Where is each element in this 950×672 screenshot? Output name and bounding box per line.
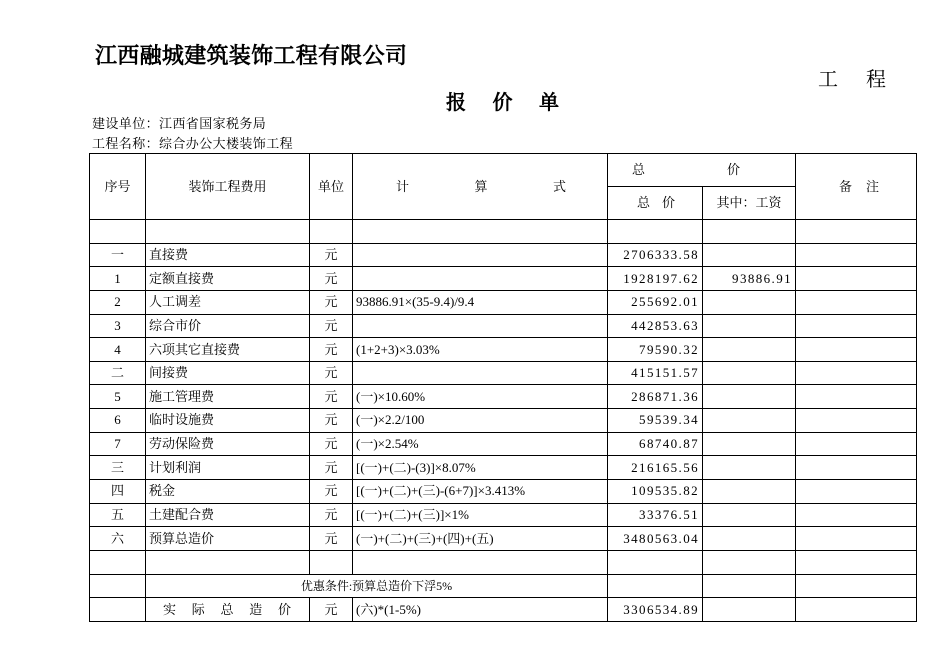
label-glyph: 总 [632, 162, 646, 177]
wages-cell [703, 409, 796, 433]
wages-cell [703, 432, 796, 456]
empty-cell [310, 220, 353, 244]
empty-cell [608, 220, 703, 244]
total-cell: 2706333.58 [608, 243, 703, 267]
formula-cell [353, 314, 608, 338]
unit-cell: 元 [310, 314, 353, 338]
seq-cell: 六 [90, 527, 146, 551]
unit-cell: 元 [310, 243, 353, 267]
remarks-cell [796, 267, 917, 291]
unit-cell: 元 [310, 480, 353, 504]
formula-cell [353, 243, 608, 267]
empty-cell [90, 550, 146, 574]
seq-cell: 1 [90, 267, 146, 291]
table-row [90, 456, 917, 480]
header-price-group-cell [608, 154, 796, 187]
formula-cell: (一)+(二)+(三)+(四)+(五) [353, 527, 608, 551]
unit-cell: 元 [310, 338, 353, 362]
header-formula-cell [353, 154, 608, 220]
total-cell: 3480563.04 [608, 527, 703, 551]
total-cell: 59539.34 [608, 409, 703, 433]
formula-cell: [(一)+(二)+(三)]×1% [353, 503, 608, 527]
unit-cell: 元 [310, 527, 353, 551]
seq-cell: 三 [90, 456, 146, 480]
header-remarks [839, 179, 879, 195]
empty-cell [353, 550, 608, 574]
label-glyph: 备 [839, 178, 853, 194]
unit-cell: 元 [310, 409, 353, 433]
remarks-cell [796, 361, 917, 385]
label-glyph: 单 [539, 90, 559, 114]
header-unit: 单位 [310, 154, 353, 220]
header-remarks-cell [796, 154, 917, 220]
final-formula: (六)*(1-5%) [353, 598, 608, 622]
empty-cell [703, 550, 796, 574]
remarks-cell [796, 314, 917, 338]
unit-cell: 元 [310, 385, 353, 409]
empty-cell [90, 574, 146, 598]
empty-cell [796, 574, 917, 598]
seq-cell: 3 [90, 314, 146, 338]
empty-cell [310, 550, 353, 574]
wages-cell [703, 527, 796, 551]
table-row [90, 338, 917, 362]
item-cell: 临时设施费 [146, 409, 310, 433]
corner-label [818, 67, 886, 91]
remarks-cell [796, 409, 917, 433]
total-cell: 79590.32 [608, 338, 703, 362]
seq-cell: 2 [90, 290, 146, 314]
empty-cell [353, 220, 608, 244]
unit-cell: 元 [310, 290, 353, 314]
final-item [163, 602, 291, 618]
wages-cell [703, 503, 796, 527]
total-cell: 109535.82 [608, 480, 703, 504]
item-cell: 税金 [146, 480, 310, 504]
wages-cell [703, 314, 796, 338]
unit-cell: 元 [310, 361, 353, 385]
table-row [90, 243, 917, 267]
label-glyph: 算 [474, 178, 488, 194]
table-row [90, 503, 917, 527]
wages-cell [703, 480, 796, 504]
header-item: 装饰工程费用 [146, 154, 310, 220]
table-row [90, 314, 917, 338]
seq-cell: 7 [90, 432, 146, 456]
label-glyph: 总 [637, 195, 651, 210]
empty-cell [703, 598, 796, 622]
item-cell: 施工管理费 [146, 385, 310, 409]
empty-row [90, 220, 917, 244]
final-total: 3306534.89 [608, 598, 703, 622]
header-seq: 序号 [90, 154, 146, 220]
unit-cell: 元 [310, 267, 353, 291]
label-glyph: 实 [163, 601, 177, 617]
label-glyph: 造 [249, 601, 263, 617]
formula-cell: (一)×2.54% [353, 432, 608, 456]
item-cell: 土建配合费 [146, 503, 310, 527]
wages-cell [703, 338, 796, 362]
wages-cell [703, 361, 796, 385]
seq-cell: 4 [90, 338, 146, 362]
table-row [90, 480, 917, 504]
seq-cell: 5 [90, 385, 146, 409]
empty-cell [796, 220, 917, 244]
header-price-group [632, 162, 740, 178]
remarks-cell [796, 338, 917, 362]
label-glyph: 注 [865, 178, 879, 194]
table-row [90, 361, 917, 385]
item-cell: 定额直接费 [146, 267, 310, 291]
seq-cell: 五 [90, 503, 146, 527]
item-cell: 六项其它直接费 [146, 338, 310, 362]
discount-note: 优惠条件:预算总造价下浮5% [146, 574, 608, 598]
label-glyph: 价 [492, 90, 513, 114]
label-glyph: 程 [866, 67, 886, 91]
formula-cell [353, 361, 608, 385]
empty-cell [796, 550, 917, 574]
remarks-cell [796, 456, 917, 480]
wages-cell [703, 243, 796, 267]
total-cell: 415151.57 [608, 361, 703, 385]
remarks-cell [796, 503, 917, 527]
client-line: 建设单位：江西省国家税务局 [92, 116, 267, 131]
item-cell: 间接费 [146, 361, 310, 385]
formula-cell: (一)×10.60% [353, 385, 608, 409]
table-row [90, 267, 917, 291]
item-cell: 劳动保险费 [146, 432, 310, 456]
item-cell: 计划利润 [146, 456, 310, 480]
formula-cell: (一)×2.2/100 [353, 409, 608, 433]
remarks-cell [796, 243, 917, 267]
unit-cell: 元 [310, 503, 353, 527]
item-cell: 直接费 [146, 243, 310, 267]
wages-cell [703, 385, 796, 409]
label-glyph: 报 [446, 90, 466, 114]
total-cell: 255692.01 [608, 290, 703, 314]
document-title [446, 90, 559, 114]
empty-cell [146, 220, 310, 244]
company-name: 江西融城建筑装饰工程有限公司 [95, 44, 408, 69]
discount-row [90, 574, 917, 598]
label-glyph: 价 [277, 601, 291, 617]
seq-cell: 一 [90, 243, 146, 267]
total-cell: 442853.63 [608, 314, 703, 338]
total-cell: 286871.36 [608, 385, 703, 409]
seq-cell: 四 [90, 480, 146, 504]
empty-cell [703, 220, 796, 244]
empty-cell [703, 574, 796, 598]
table-row [90, 527, 917, 551]
item-cell: 预算总造价 [146, 527, 310, 551]
label-glyph: 工 [818, 67, 838, 91]
empty-cell [90, 598, 146, 622]
remarks-cell [796, 290, 917, 314]
seq-cell: 二 [90, 361, 146, 385]
formula-cell: 93886.91×(35-9.4)/9.4 [353, 290, 608, 314]
empty-cell [90, 220, 146, 244]
label-glyph: 际 [191, 601, 205, 617]
seq-cell: 6 [90, 409, 146, 433]
label-glyph: 价 [661, 195, 675, 210]
remarks-cell [796, 432, 917, 456]
total-cell: 68740.87 [608, 432, 703, 456]
formula-cell [353, 267, 608, 291]
empty-cell [796, 598, 917, 622]
item-cell: 人工调差 [146, 290, 310, 314]
unit-cell: 元 [310, 432, 353, 456]
label-glyph: 价 [726, 162, 740, 177]
table-row [90, 409, 917, 433]
header-row [90, 154, 917, 187]
formula-cell: [(一)+(二)-(3)]×8.07% [353, 456, 608, 480]
empty-cell [608, 574, 703, 598]
project-line: 工程名称：综合办公大楼装饰工程 [92, 136, 294, 151]
final-item-cell [146, 598, 310, 622]
item-cell: 综合市价 [146, 314, 310, 338]
unit-cell: 元 [310, 456, 353, 480]
quotation-table [89, 153, 917, 622]
total-cell: 33376.51 [608, 503, 703, 527]
total-cell: 216165.56 [608, 456, 703, 480]
wages-cell [703, 456, 796, 480]
formula-cell: (1+2+3)×3.03% [353, 338, 608, 362]
label-glyph: 总 [220, 601, 234, 617]
table-row [90, 385, 917, 409]
final-unit: 元 [310, 598, 353, 622]
remarks-cell [796, 480, 917, 504]
label-glyph: 式 [552, 178, 566, 194]
header-wages: 其中：工资 [703, 187, 796, 220]
table-row [90, 290, 917, 314]
header-total [637, 195, 675, 211]
wages-cell [703, 290, 796, 314]
final-total-row [90, 598, 917, 622]
remarks-cell [796, 385, 917, 409]
header-formula [396, 179, 566, 195]
table-row [90, 432, 917, 456]
remarks-cell [796, 527, 917, 551]
label-glyph: 计 [396, 178, 410, 194]
formula-cell: [(一)+(二)+(三)-(6+7)]×3.413% [353, 480, 608, 504]
header-total-cell [608, 187, 703, 220]
empty-row [90, 550, 917, 574]
empty-cell [146, 550, 310, 574]
wages-cell: 93886.91 [703, 267, 796, 291]
total-cell: 1928197.62 [608, 267, 703, 291]
empty-cell [608, 550, 703, 574]
